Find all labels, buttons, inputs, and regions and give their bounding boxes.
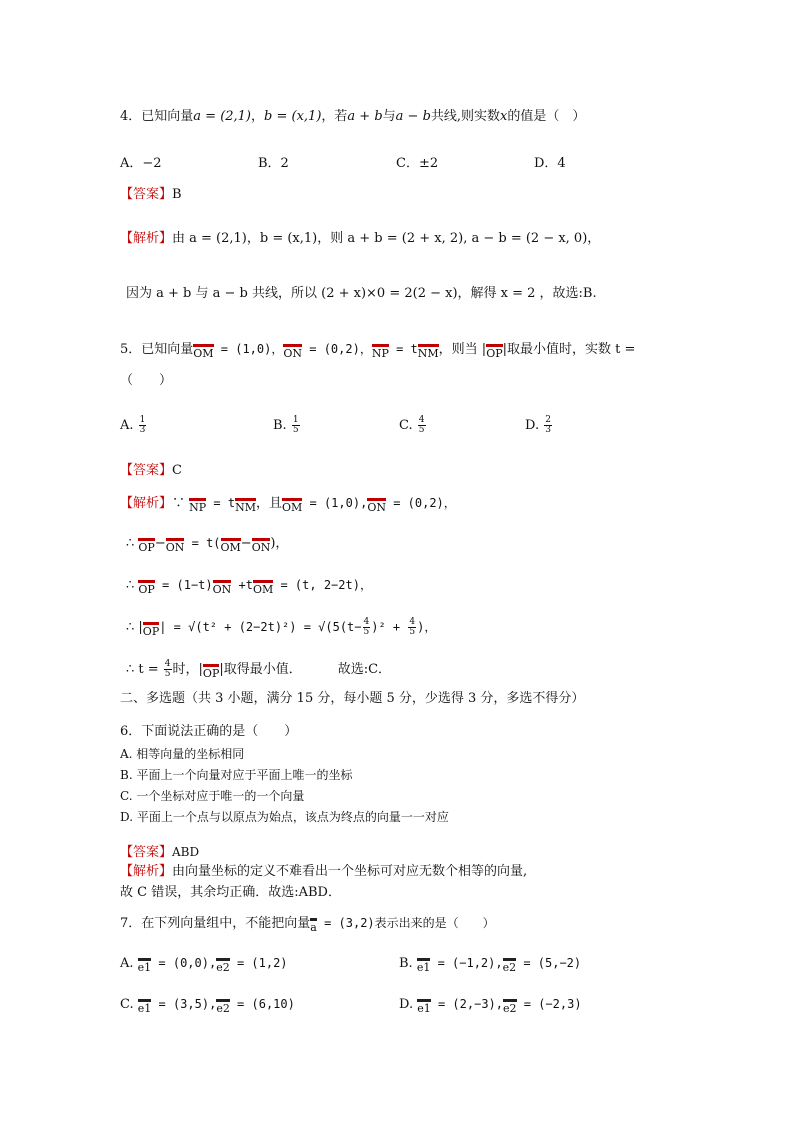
q6-analysis-1: 【解析】由向量坐标的定义不难看出一个坐标可对应无数个相等的向量,	[120, 864, 528, 879]
q5-analysis-1: 【解析】∵ NP = tNM，且OM = (1,0),ON = (0,2)，	[120, 496, 456, 514]
q4-analysis-1: 【解析】由 a = (2,1)，b = (x,1)，则 a + b = (2 + x, 2), a − b = (2 − x, 0)，	[120, 231, 601, 246]
q4-option-a: A．−2	[120, 156, 162, 171]
q4-b-eq: b = (x,1)	[264, 109, 322, 124]
q4-option-d: D．4	[534, 156, 566, 171]
vec-a: a	[310, 918, 317, 933]
q6-option-a: A. 相等向量的坐标相同	[120, 747, 245, 761]
q5-analysis-2: ∴ OP−ON = t(OM−ON)，	[126, 536, 289, 554]
q5-answer: 【答案】C	[120, 463, 182, 478]
q5-stem: 5．已知向量OM = (1,0)，ON = (0,2)，NP = tNM，则当 |OP|取最小值时，实数 t =	[120, 342, 636, 360]
q5-analysis-5: ∴ t = $\frac{4}{5}$ 时，|OP|取得最小值． 故选:C．	[126, 659, 392, 680]
q4-option-b: B．2	[258, 156, 289, 171]
q7-stem: 7．在下列向量组中，不能把向量a = (3,2)表示出来的是（ ）	[120, 916, 495, 934]
q4-answer: 【答案】B	[120, 187, 182, 202]
q5-option-b: B. $\frac{1}{5}$	[273, 415, 299, 435]
q6-analysis-2: 故 C 错误，其余均正确．故选:ABD．	[120, 885, 341, 900]
section-2-heading: 二、多选题（共 3 小题，满分 15 分，每小题 5 分，少选得 3 分，多选不得分）	[120, 691, 585, 706]
q4-a-eq: a = (2,1)	[193, 109, 252, 124]
q4-option-c: C．±2	[396, 156, 439, 171]
q6-answer: 【答案】ABD	[120, 845, 200, 860]
vec-nm: NM	[418, 344, 439, 359]
vec-om: OM	[193, 344, 213, 359]
q7-option-c: C. e1 = (3,5),e2 = (6,10)	[120, 997, 295, 1015]
vec-np: NP	[372, 344, 389, 359]
q7-option-a: A. e1 = (0,0),e2 = (1,2)	[120, 956, 288, 974]
vec-op: OP	[486, 344, 502, 359]
q6-option-d: D. 平面上一个点与以原点为始点，该点为终点的向量一一对应	[120, 810, 449, 824]
q6-option-c: C. 一个坐标对应于唯一的一个向量	[120, 789, 305, 803]
q5-stem-paren: （ ）	[120, 373, 173, 388]
q4-stem: 4．已知向量a = (2,1)，b = (x,1)，若a + b与a − b共线,则实数x的值是（ ）	[120, 109, 586, 124]
q7-option-b: B. e1 = (−1,2),e2 = (5,−2)	[399, 956, 582, 974]
q6-option-b: B. 平面上一个向量对应于平面上唯一的坐标	[120, 768, 353, 782]
vec-on: ON	[283, 344, 302, 359]
q7-option-d: D. e1 = (2,−3),e2 = (−2,3)	[399, 997, 582, 1015]
q5-option-c: C. $\frac{4}{5}$	[399, 415, 425, 435]
q5-option-d: D. $\frac{2}{3}$	[525, 415, 551, 435]
q5-analysis-4: ∴ |OP| = √(t² + (2−2t)²) = √(5(t− $\frac{4}{5}$ )² + $\frac{4}{5}$ )，	[126, 617, 437, 638]
q5-option-a: A. $\frac{1}{3}$	[120, 415, 146, 435]
q5-analysis-3: ∴ OP = (1−t)ON +tOM = (t, 2−2t)，	[126, 578, 372, 596]
q6-stem: 6．下面说法正确的是（ ）	[120, 724, 298, 739]
q4-analysis-2: 因为 a + b 与 a − b 共线，所以 (2 + x)×0 = 2(2 − x)，解得 x = 2 ，故选:B.	[126, 286, 597, 301]
